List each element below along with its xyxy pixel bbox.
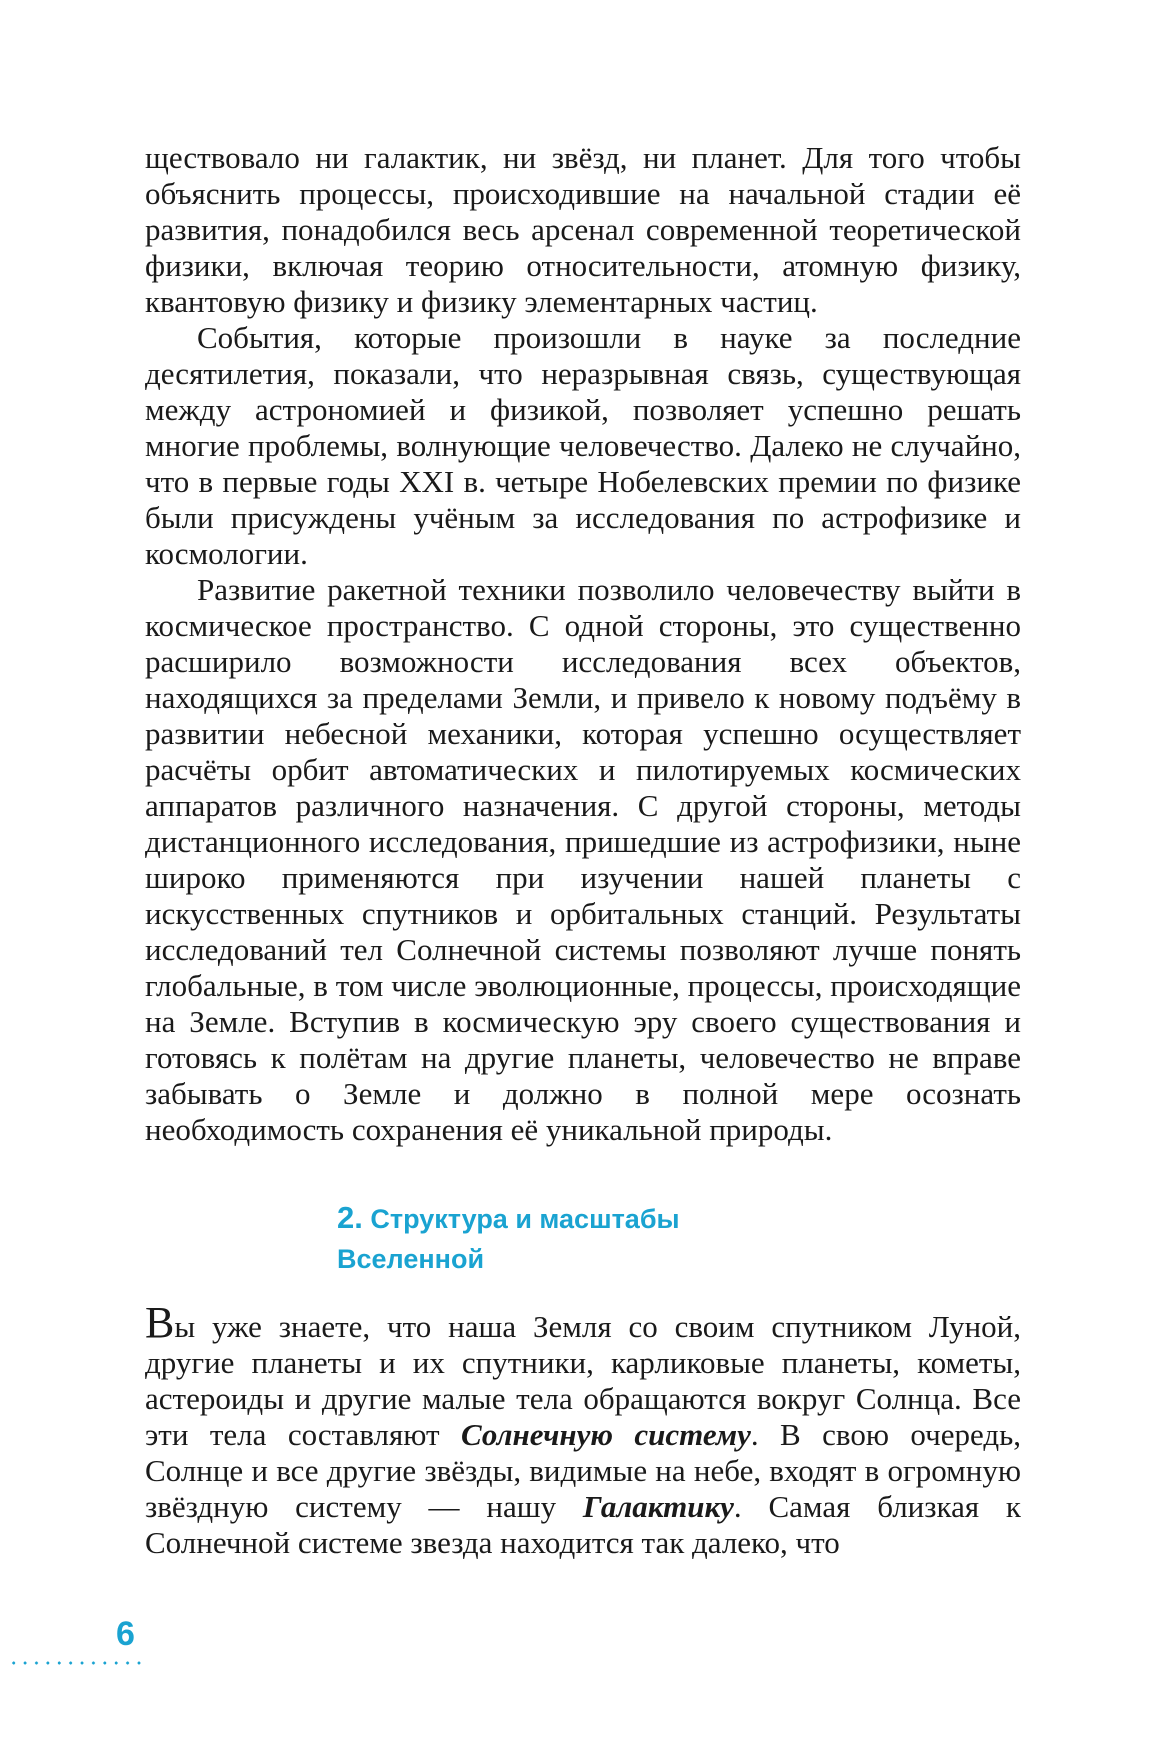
drop-cap: В — [145, 1298, 175, 1347]
page-number: 6 — [116, 1615, 135, 1653]
section-title-line-2: Вселенной — [337, 1244, 485, 1274]
section-number: 2. — [337, 1200, 363, 1235]
paragraph-3: Развитие ракетной техники позволило человечеству выйти в космическое пространство. С одной стороны, это существенно расширило возможности исследования всех объектов, находящихся за пределами Земли, и привело к новому подъёму в развитии небесной механики, которая успешно осуществляет расчёты орбит автоматических и пилотируемых космических аппаратов различного назначения. С другой стороны, методы дистанционного исследования, пришедшие из астрофизики, ныне широко применяются при изучении нашей планеты с искусственных спутников и орбитальных станций. Результаты исследований тел Солнечной системы позволяют лучше понять глобальные, в том числе эволюционные, процессы, происходящие на Земле. Вступив в космическую эру своего существования и готовясь к полётам на другие планеты, человечество не вправе забывать о Земле и должно в полной мере осознать необходимость сохранения её уникальной природы. — [145, 572, 1021, 1147]
page-content — [145, 140, 1021, 1561]
section-text-1: ы уже знаете, что наша Земля со своим спутником Луной, другие планеты и их спутники, карликовые планеты, кометы, астероиды и другие малые тела обращаются вокруг Солнца. Все эти тела составляют — [145, 1309, 1021, 1452]
paragraph-2: События, которые произошли в науке за последние десятилетия, показали, что неразрывная связь, существующая между астрономией и физикой, позволяет успешно решать многие проблемы, волнующие человечество. Далеко не случайно, что в первые годы XXI в. четыре Нобелевских премии по физике были присуждены учёным за исследования по астрофизике и космологии. — [145, 320, 1021, 571]
section-paragraph — [145, 1298, 1021, 1561]
paragraph-1: ществовало ни галактик, ни звёзд, ни планет. Для того чтобы объяснить процессы, происходившие на начальной стадии её развития, понадобился весь арсенал современной теоретической физики, включая теорию относительности, атомную физику, квантовую физику и физику элементарных частиц. — [145, 140, 1021, 319]
section-text-2: . В свою очередь, Солнце и все другие звёзды, видимые на небе, входят в огромную звёздную систему — нашу — [145, 1417, 1021, 1524]
page-number-dotted-rule — [8, 1661, 144, 1665]
section-title: Структура и масштабы — [370, 1204, 680, 1234]
term-galaxy: Галактику — [582, 1489, 734, 1524]
section-title-line-1 — [337, 1198, 1021, 1239]
section-text-3: . Самая близкая к Солнечной системе звезда находится так далеко, что — [145, 1489, 1021, 1560]
section-heading — [337, 1198, 1021, 1279]
term-solar-system: Солнечную систему — [461, 1417, 751, 1452]
